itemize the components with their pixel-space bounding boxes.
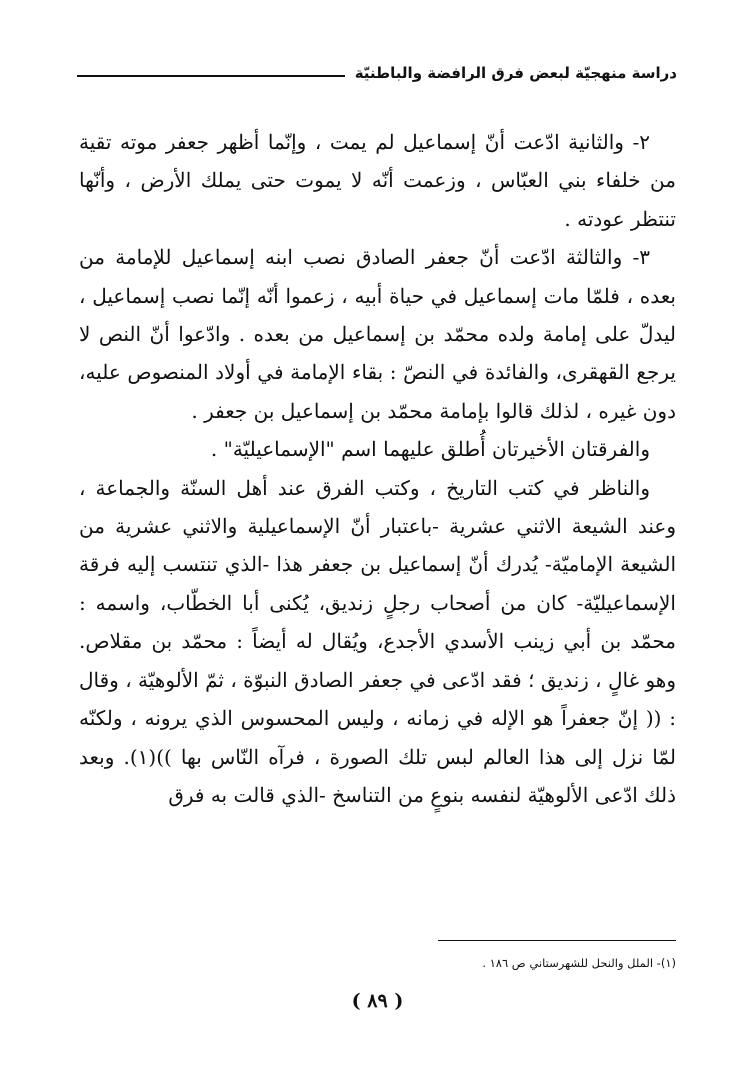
body-text xyxy=(79,123,676,814)
paragraph: والناظر في كتب التاريخ ، وكتب الفرق عند أهل السنّة والجماعة ، وعند الشيعة الاثني عشرية -باعتبار أنّ الإسماعيلية والاثني عشرية من الشيعة الإماميّة- يُدرك أنّ إسماعيل بن جعفر هذا -الذي تنتسب إليه فرقة الإسماعيليّة- كان من أصحاب رجلٍ زنديق، يُكنى أبا الخطّاب، واسمه : محمّد بن أبي زينب الأسدي الأجدع، ويُقال له أيضاً : محمّد بن مقلاص. وهو غالٍ ، زنديق ؛ فقد ادّعى في جعفر الصادق النبوّة ، ثمّ الألوهيّة ، وقال : (( إنّ جعفراً هو الإله في زمانه ، وليس المحسوس الذي يرونه ، ولكنّه لمّا نزل إلى هذا العالم لبس تلك الصورة ، فرآه النّاس بها ))(١). وبعد ذلك ادّعى الألوهيّة لنفسه بنوعٍ من التناسخ -الذي قالت به فرق xyxy=(79,475,676,807)
paragraph: ٣- والثالثة ادّعت أنّ جعفر الصادق نصب ابنه إسماعيل للإمامة من بعده ، فلمّا مات إسماعيل في حياة أبيه ، زعموا أنّه إنّما نصب إسماعيل ، ليدلّ على إمامة ولده محمّد بن إسماعيل من بعده . وادّعوا أنّ النص لا يرجع القهقرى، والفائدة في النصّ : بقاء الإمامة في أولاد المنصوص عليه، دون غيره ، لذلك قالوا بإمامة محمّد بن إسماعيل بن جعفر . xyxy=(79,245,676,423)
page-number: ( ٨٩ ) xyxy=(351,990,404,1012)
footnote: (١)- الملل والنحل للشهرستاني ص ١٨٦ . xyxy=(482,956,676,970)
paragraph: ٢- والثانية ادّعت أنّ إسماعيل لم يمت ، وإنّما أظهر جعفر موته تقية من خلفاء بني العبّاس ، وزعمت أنّه لا يموت حتى يملك الأرض ، وأنّها تنتظر عودته . xyxy=(79,130,676,231)
header-rule xyxy=(77,75,345,77)
header-title: دراسة منهجيّة لبعض فرق الرافضة والباطنيّة xyxy=(354,64,677,82)
paragraph: والفرقتان الأخيرتان أُطلق عليهما اسم "الإسماعيليّة" . xyxy=(210,437,650,462)
footnote-separator xyxy=(438,940,676,941)
running-header xyxy=(77,58,677,88)
